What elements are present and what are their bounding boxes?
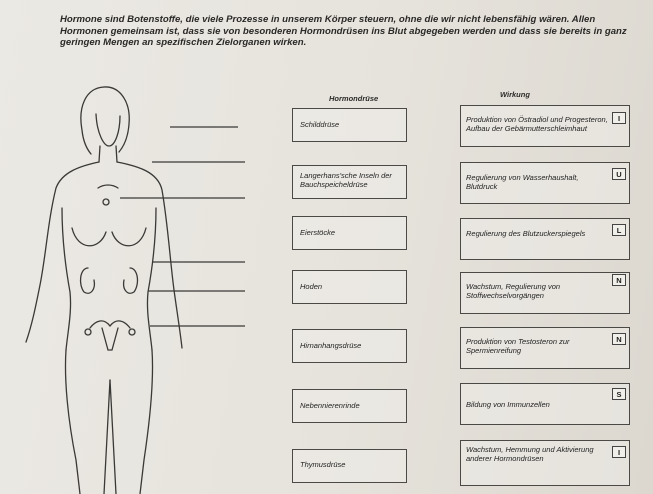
solution-letter: U	[612, 168, 626, 180]
gland-label: Thymusdrüse	[300, 460, 346, 469]
gland-label: Hoden	[300, 282, 323, 291]
effect-label: Produktion von Testosteron zur Spermienreifung	[466, 337, 570, 355]
effect-box-3	[460, 218, 630, 260]
effect-label: Regulierung von Wasserhaushalt, Blutdruck	[466, 173, 579, 191]
effect-label: Wachstum, Hemmung und Aktivierung anderer Hormondrüsen	[466, 445, 594, 463]
solution-letter: I	[612, 112, 626, 124]
gland-label: Eierstöcke	[300, 228, 336, 237]
effect-label: Regulierung des Blutzuckerspiegels	[466, 229, 586, 238]
female-body-diagram	[0, 80, 255, 494]
effect-label: Wachstum, Regulierung von Stoffwechselvorgängen	[466, 282, 561, 300]
gland-label: Langerhans'sche Inseln der Bauchspeicheldrüse	[300, 171, 392, 189]
effects-header: Wirkung	[500, 90, 530, 99]
effect-label: Bildung von Immunzellen	[466, 400, 550, 409]
solution-letter: N	[612, 333, 626, 345]
gland-label: Schilddrüse	[300, 120, 340, 129]
intro-text: Hormone sind Botenstoffe, die viele Prozesse in unserem Körper steuern, ohne die wir nicht lebensfähig wären. Allen Hormonen gemeinsam ist, dass sie von besonderen Hormondrüsen ins Blut abgegeben werden und dass sie bereits in ganz geringen Mengen an spezifischen Zielorganen wirken.	[60, 14, 627, 48]
glands-header: Hormondrüse	[329, 94, 379, 103]
effect-label: Produktion von Östradiol und Progesteron, Aufbau der Gebärmutterschleimhaut	[466, 115, 608, 133]
solution-letter: S	[612, 388, 626, 400]
solution-letter: L	[612, 224, 626, 236]
gland-label: Hirnanhangsdrüse	[300, 341, 362, 350]
solution-letter: N	[612, 274, 626, 286]
gland-label: Nebennierenrinde	[300, 401, 360, 410]
solution-letter: I	[612, 446, 626, 458]
